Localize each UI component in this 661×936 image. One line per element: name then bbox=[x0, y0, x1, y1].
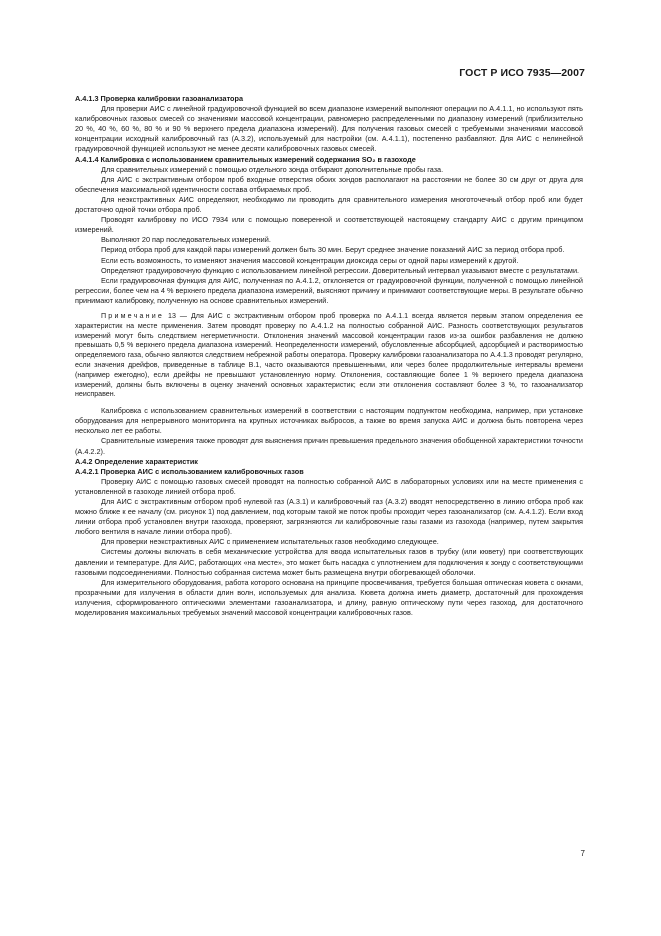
paragraph: Для АИС с экстрактивным отбором проб нулевой газ (А.3.1) и калибровочный газ (А.3.2) вводят непосредственно в линию отбора проб как можно ближе к ее началу (см. рисунок 1) под давлением, под которым такой же поток пробы проходит через газоанализатор (см. А.4.1.2). Если вход линии отбора проб установлен внутри газохода, проверяют, загрязняются ли калибровочные газы газами из газохода (например, путем закрытия любого вентиля в начале линии отбора проб). bbox=[75, 496, 583, 537]
page-number: 7 bbox=[580, 849, 585, 858]
paragraph: Для сравнительных измерений с помощью отдельного зонда отбирают дополнительные пробы газа. bbox=[101, 164, 444, 174]
section-heading-a42: A.4.2 Определение характеристик bbox=[75, 456, 198, 466]
paragraph: Сравнительные измерения также проводят для выяснения причин превышения предельного значения обобщенной характеристики точности (А.4.2.2). bbox=[75, 436, 583, 456]
paragraph: Для измерительного оборудования, работа которого основана на принципе просвечивания, требуется большая оптическая кювета с окнами, прозрачными для излучения в области длин волн, используемых для анализа. Кювета должна иметь диаметр, достаточный для прохождения излучения, сформированного оптическими элементами газоанализатора, и длину, равную оптическому пути через газоход, для достаточного моделирования максимальных требуемых значений массовой концентрации калибровочных газов. bbox=[75, 577, 583, 618]
paragraph: Для неэкстрактивных АИС определяют, необходимо ли проводить для сравнительного измерения многоточечный отбор проб или будет достаточно одной точки отбора проб. bbox=[75, 194, 583, 215]
section-heading-a421: A.4.2.1 Проверка АИС с использованием калибровочных газов bbox=[75, 466, 304, 476]
document-body bbox=[75, 94, 583, 618]
paragraph: Период отбора проб для каждой пары измерений должен быть 30 мин. Берут среднее значение показаний АИС за период отбора проб. bbox=[101, 245, 565, 255]
paragraph: Проверку АИС с помощью газовых смесей проводят на полностью собранной АИС в лабораторных условиях или на месте применения с установленной в газоходе линией отбора проб. bbox=[75, 476, 583, 496]
paragraph: Проводят калибровку по ИСО 7934 или с помощью поверенной и соответствующей настоящему стандарту АИС с другим принципом измерений. bbox=[75, 215, 583, 235]
section-heading-a414: A.4.1.4 Калибровка с использованием сравнительных измерений содержания SO₂ в газоходе bbox=[75, 154, 416, 164]
note-text: 13 — Для АИС с экстрактивным отбором проб проверка по А.4.1.1 всегда является первым этапом определения ее характеристик на месте применения. Затем проводят проверку по А.4.1.2 на полностью собранной АИС. Разность соответствующих результатов измерений могут быть следствием негерметичности. Отклонения значений массовой концентрации газов из-за ошибок разбавления не должно превышать 0,5 % верхнего предела диапазона измерений. Неопределенности измерений, обусловленные абсорбцией, адсорбцией и растворимостью определяемого газа, обычно являются следствием небрежной работы оператора. Проверку калибровки газоанализатора по А.4.1.3 проводят регулярно, если значения дрейфов, приведенные в таблице В.1, часто оказываются превышенными, или через более продолжительные интервалы времени (например ежегодно), если дрейфы не превышают установленную норму. Отклонения, составляющие более 1 % верхнего предела диапазона измерений, должны быть включены в оценку значений основных характеристик; если эти отклонения составляют более 3 %, то газоанализатор неисправен. bbox=[75, 311, 583, 399]
paragraph: Выполняют 20 пар последовательных измерений. bbox=[101, 235, 271, 245]
note-label: Примечание bbox=[101, 311, 165, 320]
paragraph: Калибровка с использованием сравнительных измерений в соответствии с настоящим подпунктом необходима, например, при установке оборудования для непрерывного мониторинга на крупных источниках выбросов, а также во время запуска АИС и должна быть повторена через несколько лет ее работы. bbox=[75, 406, 583, 436]
paragraph: Для проверки неэкстрактивных АИС с применением испытательных газов необходимо следующее. bbox=[101, 537, 439, 547]
paragraph: Системы должны включать в себя механические устройства для ввода испытательных газов в трубку (или кювету) при соответствующих давлении и температуре. Для АИС, работающих «на месте», это может быть насадка с уплотнением для подключения к зонду с соответствующими газовыми подсоединениями. Полностью собранная система может быть размещена внутри обогревающей оболочки. bbox=[75, 547, 583, 577]
paragraph: Для проверки АИС с линейной градуировочной функцией во всем диапазоне измерений выполняют операции по А.4.1.1, но используют пять калибровочных газовых смесей со значениями массовой концентрации, равномерно распределенными по диапазону измерений (приблизительно 20 %, 40 %, 60 %, 80 % и 90 % верхнего предела диапазона измерений). Для получения газовых смесей с требуемыми значениями массовой концентрации исходный калибровочный газ (А.3.2), используемый для настройки (см. А.4.1.1), постепенно разбавляют. Для АИС с нелинейной градуировочной функцией используют не менее десяти калибровочных газовых смесей. bbox=[75, 104, 583, 154]
paragraph: Если есть возможность, то изменяют значения массовой концентрации диоксида серы от одной пары измерений к другой. bbox=[101, 255, 519, 265]
section-heading-a413: A.4.1.3 Проверка калибровки газоанализатора bbox=[75, 94, 244, 103]
paragraph: Для АИС с экстрактивным отбором проб входные отверстия обоих зондов располагают на расстоянии не более 30 см друг от друга для обеспечения максимальной идентичности состава отбираемых проб. bbox=[75, 174, 583, 194]
paragraph: Определяют градуировочную функцию с использованием линейной регрессии. Доверительный интервал указывают вместе с результатами. bbox=[101, 265, 580, 275]
document-id-header: ГОСТ Р ИСО 7935—2007 bbox=[459, 67, 585, 79]
note-13 bbox=[75, 312, 583, 400]
paragraph: Если градуировочная функция для АИС, полученная по А.4.1.2, отклоняется от градуировочной функции, полученной с помощью линейной регрессии, более чем на 4 % верхнего предела диапазона измерений, выясняют причину и принимают соответствующие меры. В результате обычно принимают калибровку, полученную на основе сравнительных измерений. bbox=[75, 275, 583, 305]
